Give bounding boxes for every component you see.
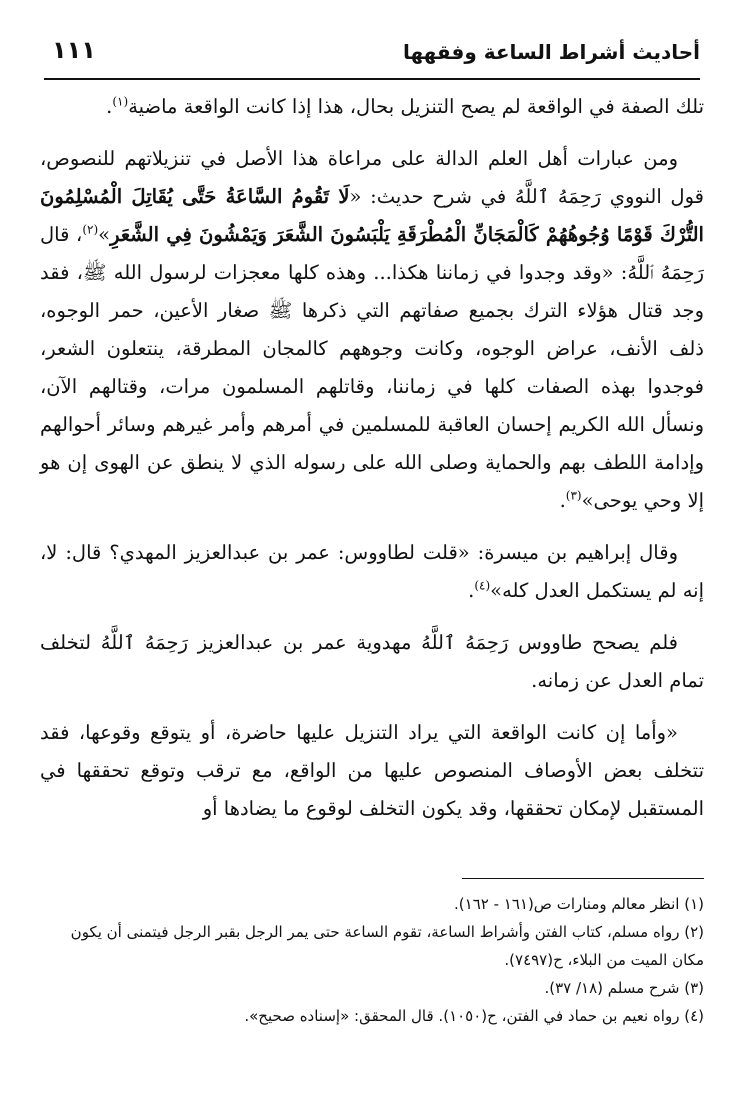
header-divider [44,78,700,80]
footnote-4: (٤) رواه نعيم بن حماد في الفتن، ح(١٠٥٠). قال المحقق: «إسناده صحيح». [244,1007,704,1025]
paragraph-4 [40,624,704,700]
paragraph-3 [40,534,704,610]
paragraph-2-commentary: ، قال رَحِمَهُ ٱللَّهُ: «وقد وجدوا في زماننا هكذا... وهذه كلها معجزات لرسول الله ﷺ، فقد وجد قتال هؤلاء الترك بجميع صفاتهم التي ذكرها ﷺ صغار الأعين، حمر الوجوه، ذلف الأنف، عراض الوجوه، وكانت وجوههم كالمجان المطرقة، ينتعلون الشعر، فوجدوا بهذه الصفات كلها في زماننا، وقاتلهم المسلمون مرات، وقتالهم الآن، ونسأل الله الكريم إحسان العاقبة للمسلمين في أمرهم وأمر غيرهم وسائر أحوالهم وإدامة اللطف بهم والحماية وصلى الله على رسوله الذي لا ينطق عن الهوى إن هو إلا وحي يوحى» [40,223,704,512]
paragraph-2 [40,140,704,520]
footnote-ref-3: (٣) [565,488,582,503]
paragraph-3-end: . [468,579,475,602]
paragraph-2-end: . [559,489,566,512]
paragraph-4-text: فلم يصحح طاووس رَحِمَهُ ٱللَّهُ مهدوية عمر بن عبدالعزيز رَحِمَهُ ٱللَّهُ لتخلف تمام العدل عن زمانه. [40,631,704,692]
footnote-1: (١) انظر معالم ومنارات ص(١٦١ - ١٦٢). [454,895,704,913]
paragraph-1-text: تلك الصفة في الواقعة لم يصح التنزيل بحال، هذا إذا كانت الواقعة ماضية [128,95,704,118]
paragraph-1 [40,88,704,126]
footnotes [40,890,704,1030]
main-text [40,88,704,842]
paragraph-2-close-quote: » [98,223,111,246]
paragraph-2-intro: ومن عبارات أهل العلم الدالة على مراعاة هذا الأصل في تنزيلاتهم للنصوص، قول النووي رَحِمَهُ ٱللَّهُ في شرح حديث: « [40,147,704,208]
hadith-quote: لَا تَقُومُ السَّاعَةُ حَتَّى يُقَاتِلَ الْمُسْلِمُونَ التُّرْكَ قَوْمًا وُجُوهُهُمْ كَالْمَجَانِّ الْمُطْرَقَةِ يَلْبَسُونَ الشَّعَرَ وَيَمْشُونَ فِي الشَّعَرِ [40,185,704,246]
paragraph-1-end: . [106,95,113,118]
footnote-ref-2: (٢) [82,222,99,237]
paragraph-3-text: وقال إبراهيم بن ميسرة: «قلت لطاووس: عمر بن عبدالعزيز المهدي؟ قال: لا، إنه لم يستكمل العدل كله» [40,541,704,602]
page-header [44,36,700,76]
footnote-divider [462,878,704,879]
page-number: ١١١ [52,36,96,64]
paragraph-5 [40,714,704,828]
footnote-ref-1: (١) [112,94,129,109]
footnote-3: (٣) شرح مسلم (١٨/ ٣٧). [544,979,704,997]
paragraph-5-text: «وأما إن كانت الواقعة التي يراد التنزيل عليها حاضرة، أو يتوقع وقوعها، فقد تتخلف بعض الأوصاف المنصوص عليها من الواقع، مع ترقب وتوقع تحققها في المستقبل لإمكان تحققها، وقد يكون التخلف لوقوع ما يضادها أو [40,721,704,820]
footnote-ref-4: (٤) [474,578,491,593]
running-title: أحاديث أشراط الساعة وفقهها [402,40,700,64]
footnote-2: (٢) رواه مسلم، كتاب الفتن وأشراط الساعة، تقوم الساعة حتى يمر الرجل بقبر الرجل فيتمنى أن يكون مكان الميت من البلاء، ح(٧٤٩٧). [70,923,704,969]
